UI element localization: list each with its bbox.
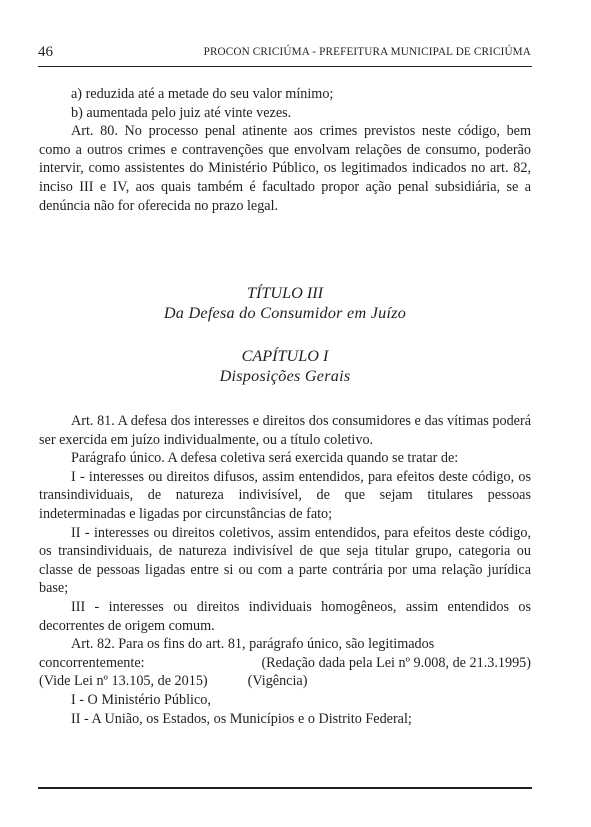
- inciso-iii: III - interesses ou direitos individuais homogêneos, assim entendidos os decorrentes de origem comum.: [39, 598, 531, 634]
- art-82-line1: Art. 82. Para os fins do art. 81, parágrafo único, são legitimados: [71, 636, 435, 653]
- body-section: [39, 412, 531, 728]
- inciso-i: I - interesses ou direitos difusos, assim entendidos, para efeitos deste código, os transindividuais, de natureza indivisível, de que sejam titulares pessoas indeterminadas e ligadas por circunstâncias de fato;: [39, 468, 531, 522]
- paragrafo-unico: Parágrafo único. A defesa coletiva será exercida quando se tratar de:: [71, 450, 459, 467]
- titulo-label: TÍTULO III: [247, 284, 323, 302]
- art-82-concorrentemente: concorrentemente:: [39, 654, 145, 671]
- footer-rule: [38, 787, 532, 789]
- art-82-inciso-i: I - O Ministério Público,: [71, 691, 211, 708]
- item-a: a) reduzida até a metade do seu valor mínimo;: [71, 86, 334, 102]
- capitulo-heading: [39, 346, 531, 386]
- capitulo-label: CAPÍTULO I: [241, 347, 329, 365]
- titulo-heading: [39, 283, 531, 323]
- art-82-vide: (Vide Lei nº 13.105, de 2015): [39, 673, 208, 690]
- header-rule: [38, 66, 532, 67]
- art-82-vigencia: (Vigência): [247, 673, 308, 690]
- inciso-ii: II - interesses ou direitos coletivos, assim entendidos, para efeitos deste código, os transindividuais, de natureza indivisível de que seja titular grupo, categoria ou classe de pessoas ligadas entre si ou com a parte contrária por uma relação jurídica base;: [39, 524, 531, 597]
- art-82-inciso-ii: II - A União, os Estados, os Municípios e o Distrito Federal;: [71, 710, 412, 727]
- art-80: Art. 80. No processo penal atinente aos crimes previstos neste código, bem como a outros crimes e contravenções que envolvam relações de consumo, poderão intervir, como assistentes do Ministério Público, os legitimados indicados no art. 82, inciso III e IV, aos quais também é facultado propor ação penal subsidiária, se a denúncia não for oferecida no prazo legal.: [39, 123, 531, 214]
- art-81: Art. 81. A defesa dos interesses e direitos dos consumidores e das vítimas poderá ser exercida em juízo individualmente, ou a título coletivo.: [39, 413, 531, 448]
- titulo-subtitle: Da Defesa do Consumidor em Juízo: [163, 304, 407, 322]
- art-82-redacao: (Redação dada pela Lei nº 9.008, de 21.3.1995): [261, 654, 531, 671]
- art-82-line2: [39, 654, 531, 673]
- capitulo-subtitle: Disposições Gerais: [219, 367, 351, 385]
- art-82-line3: [39, 672, 531, 691]
- running-head: PROCON CRICIÚMA - PREFEITURA MUNICIPAL DE CRICIÚMA: [203, 46, 531, 58]
- item-b: b) aumentada pelo juiz até vinte vezes.: [71, 104, 292, 121]
- top-section: [39, 85, 531, 215]
- page-number: 46: [38, 44, 53, 60]
